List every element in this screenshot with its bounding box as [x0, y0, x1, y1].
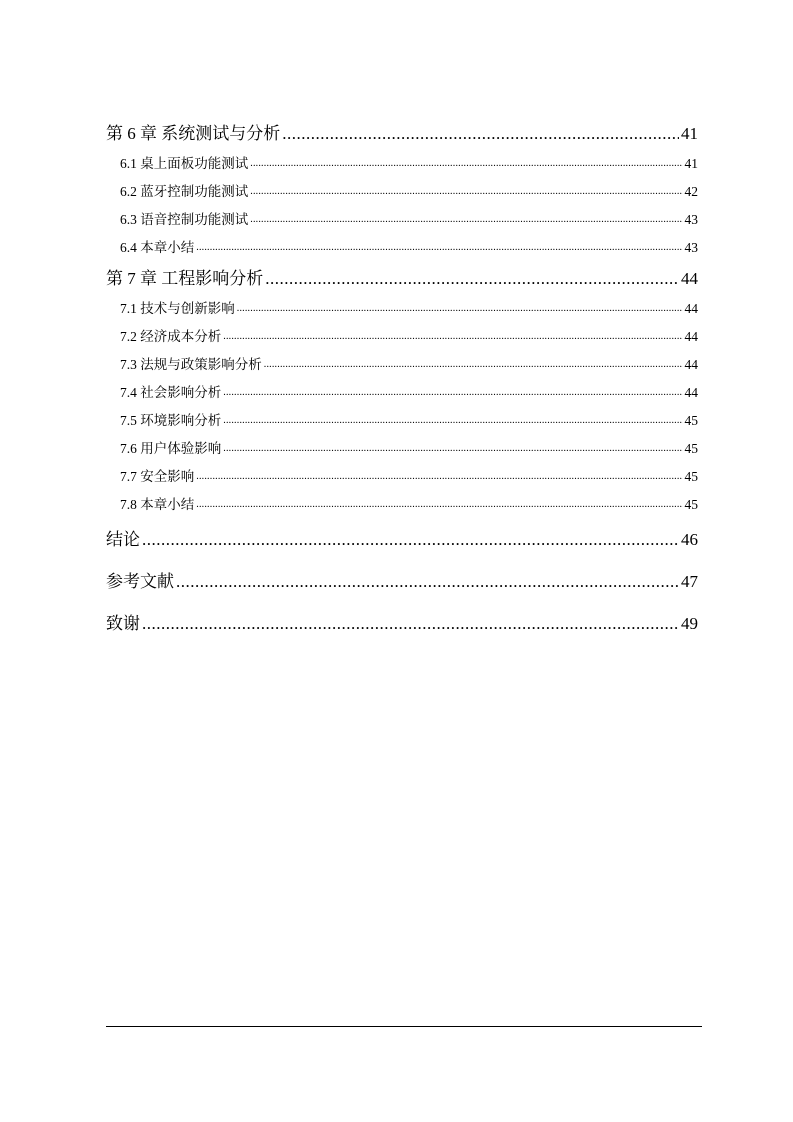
toc-entry-title: 7.5 环境影响分析: [120, 413, 222, 428]
toc-leader-dots: [196, 232, 682, 262]
toc-entry-title: 结论: [106, 530, 140, 549]
toc-entry-title: 6.3 语音控制功能测试: [120, 212, 249, 227]
toc-leader-dots: [282, 117, 679, 150]
toc-leader-dots: [250, 148, 682, 178]
toc-section-6-4[interactable]: [106, 234, 698, 262]
toc-entry-title: 6.4 本章小结: [120, 240, 195, 255]
toc-entry-page: 44: [684, 329, 698, 344]
toc-entry-page: 45: [684, 441, 698, 456]
toc-section-7-2[interactable]: [106, 323, 698, 351]
toc-leader-dots: [250, 204, 682, 234]
toc-leader-dots: [264, 349, 683, 379]
toc-leader-dots: [176, 561, 679, 603]
table-of-contents: [106, 120, 698, 645]
toc-references[interactable]: [106, 561, 698, 603]
toc-entry-title: 7.1 技术与创新影响: [120, 301, 235, 316]
toc-leader-dots: [223, 433, 682, 463]
toc-chapter-6[interactable]: [106, 120, 698, 150]
toc-entry-page: 45: [684, 497, 698, 512]
toc-entry-page: 41: [684, 156, 698, 171]
toc-entry-title: 7.3 法规与政策影响分析: [120, 357, 262, 372]
toc-section-6-1[interactable]: [106, 150, 698, 178]
toc-entry-title: 6.1 桌上面板功能测试: [120, 156, 249, 171]
toc-entry-page: 44: [681, 269, 698, 288]
toc-entry-page: 43: [684, 240, 698, 255]
toc-entry-page: 44: [684, 301, 698, 316]
toc-entry-page: 46: [681, 530, 698, 549]
toc-section-7-8[interactable]: [106, 491, 698, 519]
toc-entry-page: 49: [681, 614, 698, 633]
toc-entry-title: 7.2 经济成本分析: [120, 329, 222, 344]
toc-leader-dots: [196, 461, 682, 491]
toc-chapter-7[interactable]: [106, 262, 698, 295]
toc-entry-page: 43: [684, 212, 698, 227]
toc-entry-title: 6.2 蓝牙控制功能测试: [120, 184, 249, 199]
toc-entry-page: 42: [684, 184, 698, 199]
toc-section-6-3[interactable]: [106, 206, 698, 234]
toc-entry-page: 45: [684, 413, 698, 428]
toc-entry-title: 第 6 章 系统测试与分析: [106, 124, 281, 143]
toc-leader-dots: [142, 519, 679, 561]
toc-section-7-1[interactable]: [106, 295, 698, 323]
toc-entry-title: 7.7 安全影响: [120, 469, 195, 484]
toc-entry-page: 45: [684, 469, 698, 484]
footer-divider: [106, 1026, 702, 1027]
toc-entry-title: 7.4 社会影响分析: [120, 385, 222, 400]
toc-leader-dots: [265, 262, 679, 295]
toc-leader-dots: [223, 405, 682, 435]
toc-entry-title: 7.8 本章小结: [120, 497, 195, 512]
toc-leader-dots: [223, 377, 682, 407]
toc-entry-title: 致谢: [106, 614, 140, 633]
toc-entry-page: 44: [684, 357, 698, 372]
toc-leader-dots: [250, 176, 682, 206]
toc-section-7-5[interactable]: [106, 407, 698, 435]
toc-entry-page: 41: [681, 124, 698, 143]
toc-conclusion[interactable]: [106, 519, 698, 561]
toc-leader-dots: [196, 489, 682, 519]
toc-leader-dots: [237, 293, 683, 323]
toc-entry-page: 44: [684, 385, 698, 400]
toc-leader-dots: [142, 603, 679, 645]
toc-section-7-4[interactable]: [106, 379, 698, 407]
toc-acknowledgements[interactable]: [106, 603, 698, 645]
toc-entry-page: 47: [681, 572, 698, 591]
toc-section-7-7[interactable]: [106, 463, 698, 491]
toc-entry-title: 参考文献: [106, 572, 174, 591]
toc-section-6-2[interactable]: [106, 178, 698, 206]
toc-leader-dots: [223, 321, 682, 351]
toc-entry-title: 7.6 用户体验影响: [120, 441, 222, 456]
toc-entry-title: 第 7 章 工程影响分析: [106, 269, 264, 288]
toc-section-7-6[interactable]: [106, 435, 698, 463]
toc-section-7-3[interactable]: [106, 351, 698, 379]
